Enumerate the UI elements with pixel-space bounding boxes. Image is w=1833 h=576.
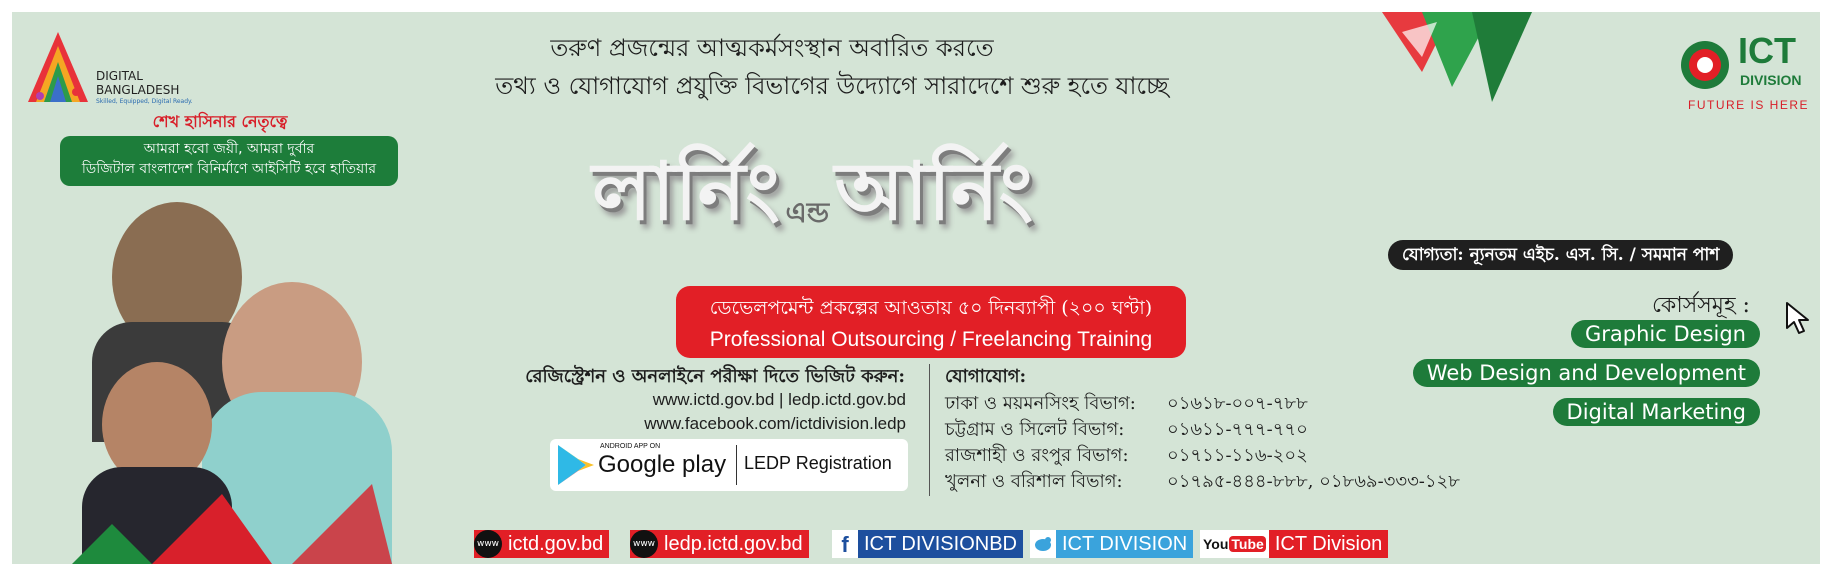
vertical-divider <box>929 364 930 496</box>
social-twitter[interactable] <box>1030 530 1193 558</box>
logo-line1: DIGITAL <box>96 69 143 83</box>
header-line2: তথ্য ও যোগাযোগ প্রযুক্তি বিভাগের উদ্যোগে সারাদেশে শুরু হতে যাচ্ছে <box>495 72 1169 100</box>
www-icon: www <box>474 530 502 558</box>
training-line2: Professional Outsourcing / Freelancing Training <box>709 328 1153 351</box>
slogan-line1: আমরা হবো জয়ী, আমরা দুর্বার <box>143 141 315 157</box>
social-site2: ledp.ictd.gov.bd <box>664 532 803 555</box>
contact-row <box>945 467 1545 493</box>
leadership-text: শেখ হাসিনার নেতৃত্বে <box>152 112 288 131</box>
social-twitter-label: ICT DIVISION <box>1062 532 1188 555</box>
badge-label: LEDP Registration <box>744 453 892 473</box>
title-earning: আর্নিং <box>834 144 1034 238</box>
google-play-badge[interactable] <box>550 439 908 491</box>
badge-store-text: Google play <box>598 451 727 478</box>
training-line1: ডেভেলপমেন্ট প্রকল্পের আওতায় ৫০ দিনব্যাপী (২০০ ঘণ্টা) <box>709 297 1153 319</box>
training-box <box>676 286 1186 358</box>
title-and: এন্ড <box>785 196 830 229</box>
youtube-icon <box>1200 530 1269 558</box>
contact-division: ঢাকা ও ময়মনসিংহ বিভাগ: <box>945 393 1136 414</box>
url-ictd[interactable]: www.ictd.gov.bd <box>652 390 775 409</box>
ict-title: ICT <box>1738 30 1796 71</box>
contact-division: খুলনা ও বরিশাল বিভাগ: <box>945 471 1123 492</box>
badge-small-text: ANDROID APP ON <box>600 443 661 450</box>
registration-heading: রেজিস্ট্রেশন ও অনলাইনে পরীক্ষা দিতে ভিজিট করুন: <box>525 366 905 387</box>
contact-row <box>945 415 1545 441</box>
logo-line2: BANGLADESH <box>96 83 180 97</box>
ict-subtitle: DIVISION <box>1740 72 1802 88</box>
courses-heading: কোর্সসমূহ : <box>1652 293 1750 318</box>
logo-tagline: Skilled, Equipped, Digital Ready. <box>96 98 193 105</box>
contact-division: চট্টগ্রাম ও সিলেট বিভাগ: <box>945 419 1125 440</box>
social-site1: ictd.gov.bd <box>508 532 604 555</box>
social-youtube[interactable] <box>1200 530 1388 558</box>
registration-urls <box>532 390 906 410</box>
social-ledp[interactable] <box>630 530 809 558</box>
header-line1: তরুণ প্রজন্মের আত্মকর্মসংস্থান অবারিত করতে <box>550 34 994 62</box>
digital-bangladesh-logo <box>28 32 198 112</box>
contact-table <box>945 389 1545 493</box>
www-icon: www <box>630 530 658 558</box>
social-youtube-label: ICT Division <box>1274 532 1383 555</box>
portraits <box>72 202 392 564</box>
google-play-icon <box>556 443 596 487</box>
bangladesh-emblem-icon <box>1680 40 1730 90</box>
qualification-pill: যোগ্যতা: ন্যূনতম এইচ. এস. সি. / সমমান পাশ <box>1388 240 1733 270</box>
red-green-flag-shapes <box>72 484 392 564</box>
social-facebook-label: ICT DIVISIONBD <box>864 532 1017 555</box>
learning-and-earning-title <box>592 130 1272 260</box>
facebook-icon: f <box>832 530 858 558</box>
banner <box>12 12 1820 564</box>
url-separator: | <box>779 390 789 409</box>
social-ictd[interactable] <box>474 530 609 558</box>
contact-phone[interactable]: ০১৬১১-৭৭৭-৭৭০ <box>1167 419 1308 440</box>
course-web-design[interactable]: Web Design and Development <box>1413 359 1760 387</box>
contact-phone[interactable]: ০১৬১৮-০০৭-৭৮৮ <box>1167 393 1308 414</box>
title-learning: লার্নিং <box>592 144 780 238</box>
decorative-triangles <box>1382 12 1532 102</box>
url-ledp[interactable]: ledp.ictd.gov.bd <box>788 390 906 409</box>
contact-heading: যোগাযোগ: <box>945 366 1027 387</box>
url-facebook[interactable]: www.facebook.com/ictdivision.ledp <box>644 414 906 433</box>
youtube-you: You <box>1203 536 1229 552</box>
contact-row <box>945 389 1545 415</box>
contact-row <box>945 441 1545 467</box>
mosaic-pyramid-icon <box>28 32 88 102</box>
twitter-bird-icon <box>1030 530 1056 558</box>
course-graphic-design[interactable]: Graphic Design <box>1571 320 1760 348</box>
cursor-pointer-icon <box>1784 300 1818 336</box>
contact-phone[interactable]: ০১৭১১-১১৬-২০২ <box>1167 445 1308 466</box>
contact-division: রাজশাহী ও রংপুর বিভাগ: <box>945 445 1129 466</box>
social-facebook[interactable] <box>832 530 1023 558</box>
youtube-tube: Tube <box>1231 536 1264 552</box>
ict-division-logo <box>1680 30 1820 115</box>
slogan-pill <box>60 136 398 186</box>
top-border <box>0 0 1833 10</box>
course-digital-marketing[interactable]: Digital Marketing <box>1553 398 1760 426</box>
ict-tagline: FUTURE IS HERE <box>1688 98 1810 112</box>
contact-phone[interactable]: ০১৭৯৫-৪৪৪-৮৮৮, ০১৮৬৯-৩৩৩-১২৮ <box>1167 471 1460 492</box>
slogan-line2: ডিজিটাল বাংলাদেশ বিনির্মাণে আইসিটি হবে হাতিয়ার <box>81 161 377 177</box>
badge-divider <box>736 445 737 485</box>
